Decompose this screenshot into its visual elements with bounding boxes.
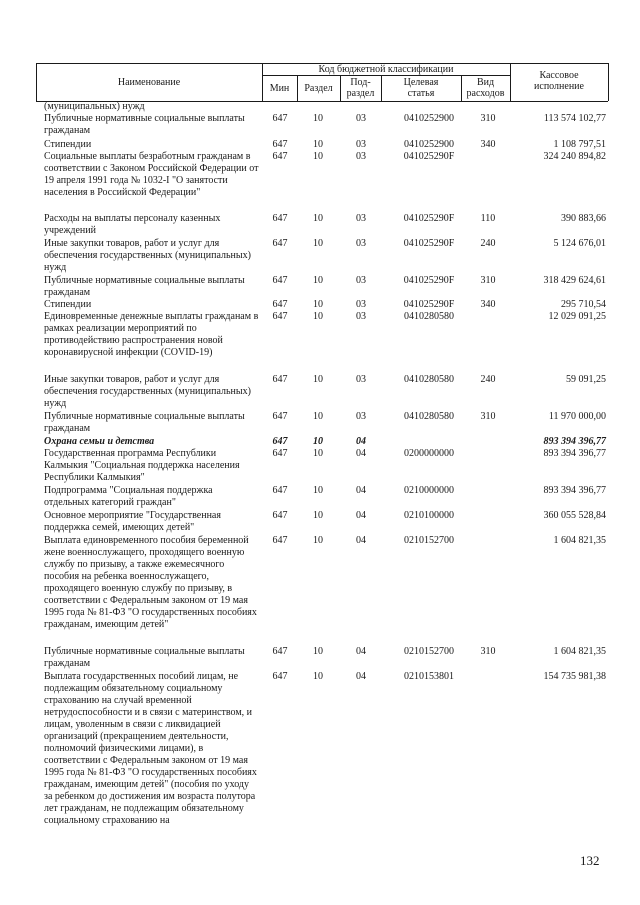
row-celevaya: 041025290F xyxy=(403,275,455,286)
row-name: Выплата государственных пособий лицам, не подлежащим обязательному социальному страхованию на случай временной нетрудоспособности и в связи с материнством, и лицам, уволенным в связи с ликвидацией организаций (прекращением деятельности, полномочий физическими лицами), в соответствии с Федеральным законом от 19 мая 1995 года № 81-ФЗ "О государственных пособиях гражданам, имеющим детей" (пособия по уходу за ребенком до достижения им возраста полутора лет гражданам, не подлежащим обязательному социальному страхованию на xyxy=(44,671,257,826)
row-celevaya: 0200000000 xyxy=(404,448,454,459)
row-cash: 1 604 821,35 xyxy=(553,535,606,546)
page-number: 132 xyxy=(580,853,600,868)
row-name: Иные закупки товаров, работ и услуг для обеспечения государственных (муниципальных) нужд xyxy=(44,374,251,409)
row-cash: 154 735 981,38 xyxy=(543,671,606,682)
row-name: Охрана семьи и детства xyxy=(44,436,155,447)
row-min: 647 xyxy=(272,151,288,162)
row-vid: 240 xyxy=(480,238,496,249)
row-podrazdel: 04 xyxy=(356,485,366,496)
row-razdel: 10 xyxy=(313,671,323,682)
row-podrazdel: 03 xyxy=(356,213,366,224)
row-celevaya: 041025290F xyxy=(403,299,455,310)
row-cash: 318 429 624,61 xyxy=(543,275,606,286)
row-name: Государственная программа Республики Калмыкия "Социальная поддержка населения Республики Калмыкия" xyxy=(44,448,240,483)
row-celevaya: 0210000000 xyxy=(404,485,454,496)
row-name: Публичные нормативные социальные выплаты гражданам xyxy=(44,411,245,434)
row-name: Стипендии xyxy=(44,139,92,150)
row-min: 647 xyxy=(272,436,288,447)
row-podrazdel: 03 xyxy=(356,238,366,249)
row-cash: 59 091,25 xyxy=(566,374,606,385)
row-cash: 5 124 676,01 xyxy=(553,238,606,249)
row-celevaya: 0410280580 xyxy=(404,311,454,322)
row-podrazdel: 04 xyxy=(356,448,366,459)
row-min: 647 xyxy=(272,275,288,286)
header-razdel: Раздел xyxy=(304,83,333,94)
row-name: Подпрограмма "Социальная поддержка отдельных категорий граждан" xyxy=(44,485,213,508)
row-name: Социальные выплаты безработным гражданам в соответствии с Законом Российской Федерации от 19 апреля 1991 года № 1032-I "О занятости населения в Российской Федерации" xyxy=(44,151,259,198)
row-celevaya: 041025290F xyxy=(403,213,455,224)
row-min: 647 xyxy=(272,374,288,385)
row-name: Единовременные денежные выплаты гражданам в рамках реализации мероприятий по противодействию распространения новой коронавирусной инфекции (COVID-19) xyxy=(44,311,259,358)
row-min: 647 xyxy=(272,671,288,682)
row-podrazdel: 03 xyxy=(356,299,366,310)
header-name: Наименование xyxy=(117,77,181,88)
row-razdel: 10 xyxy=(313,510,323,521)
row-name: Расходы на выплаты персоналу казенных учреждений xyxy=(44,213,221,236)
row-min: 647 xyxy=(272,113,288,124)
header-vline xyxy=(608,63,609,101)
row-vid: 310 xyxy=(480,646,496,657)
row-podrazdel: 03 xyxy=(356,275,366,286)
row-cash: 893 394 396,77 xyxy=(543,448,606,459)
header-budget-code: Код бюджетной классификации xyxy=(318,64,454,75)
row-vid: 340 xyxy=(480,299,496,310)
row-cash: 1 108 797,51 xyxy=(553,139,606,150)
row-podrazdel: 03 xyxy=(356,139,366,150)
row-podrazdel: 03 xyxy=(356,311,366,322)
row-cash: 11 970 000,00 xyxy=(548,411,606,422)
row-min: 647 xyxy=(272,646,288,657)
row-podrazdel: 03 xyxy=(356,151,366,162)
row-celevaya: 0210100000 xyxy=(404,510,454,521)
row-razdel: 10 xyxy=(313,411,323,422)
row-vid: 310 xyxy=(480,275,496,286)
row-celevaya: 041025290F xyxy=(403,238,455,249)
row-vid: 240 xyxy=(480,374,496,385)
row-celevaya: 0210153801 xyxy=(404,671,454,682)
row-vid: 310 xyxy=(480,411,496,422)
row-celevaya: 0210152700 xyxy=(404,646,454,657)
row-vid: 340 xyxy=(480,139,496,150)
row-min: 647 xyxy=(272,485,288,496)
row-cash: 295 710,54 xyxy=(561,299,606,310)
row-podrazdel: 03 xyxy=(356,374,366,385)
row-min: 647 xyxy=(272,535,288,546)
row-razdel: 10 xyxy=(313,485,323,496)
row-name: Публичные нормативные социальные выплаты гражданам xyxy=(44,275,245,298)
row-celevaya: 0410280580 xyxy=(404,411,454,422)
row-celevaya: 0410252900 xyxy=(404,113,454,124)
row-podrazdel: 03 xyxy=(356,113,366,124)
row-cash: 360 055 528,84 xyxy=(543,510,606,521)
row-razdel: 10 xyxy=(313,238,323,249)
row-vid: 310 xyxy=(480,113,496,124)
row-name: Основное мероприятие "Государственная поддержка семей, имеющих детей" xyxy=(44,510,221,533)
row-razdel: 10 xyxy=(313,436,323,447)
row-name: Выплата единовременного пособия беременной жене военнослужащего, проходящего военную службу по призыву, а также ежемесячного пособия на ребенка военнослужащего, проходящего военную службу по призыву, в соответствии с Федеральным законом от 19 мая 1995 года № 81-ФЗ "О государственных пособиях гражданам, имеющим детей" xyxy=(44,535,257,630)
row-razdel: 10 xyxy=(313,448,323,459)
row-podrazdel: 04 xyxy=(356,671,366,682)
row-min: 647 xyxy=(272,411,288,422)
row-min: 647 xyxy=(272,299,288,310)
header-vid: Вид расходов xyxy=(466,77,505,99)
row-min: 647 xyxy=(272,213,288,224)
row-razdel: 10 xyxy=(313,535,323,546)
row-cash: 324 240 894,82 xyxy=(543,151,606,162)
header-cash: Кассовое исполнение xyxy=(534,70,584,92)
row-min: 647 xyxy=(272,311,288,322)
row-razdel: 10 xyxy=(313,113,323,124)
row-name: Публичные нормативные социальные выплаты гражданам xyxy=(44,646,245,669)
row-podrazdel: 03 xyxy=(356,411,366,422)
row-razdel: 10 xyxy=(313,151,323,162)
row-cash: 893 394 396,77 xyxy=(543,436,606,447)
row-cash: 893 394 396,77 xyxy=(543,485,606,496)
row-celevaya: 0410280580 xyxy=(404,374,454,385)
row-name: Публичные нормативные социальные выплаты гражданам xyxy=(44,113,245,136)
row-name: Иные закупки товаров, работ и услуг для обеспечения государственных (муниципальных) нужд xyxy=(44,238,251,273)
row-podrazdel: 04 xyxy=(356,535,366,546)
row-cash: 1 604 821,35 xyxy=(553,646,606,657)
header-mid-rule xyxy=(262,75,510,76)
row-cash: 390 883,66 xyxy=(561,213,606,224)
row-cash: 113 574 102,77 xyxy=(543,113,606,124)
header-celevaya: Целевая статья xyxy=(403,77,439,99)
row-podrazdel: 04 xyxy=(356,510,366,521)
row-min: 647 xyxy=(272,510,288,521)
row-min: 647 xyxy=(272,139,288,150)
row-razdel: 10 xyxy=(313,275,323,286)
row-razdel: 10 xyxy=(313,646,323,657)
row-min: 647 xyxy=(272,448,288,459)
row-podrazdel: 04 xyxy=(356,646,366,657)
row-podrazdel: 04 xyxy=(356,436,366,447)
row-vid: 110 xyxy=(480,213,496,224)
row-razdel: 10 xyxy=(313,374,323,385)
row-razdel: 10 xyxy=(313,213,323,224)
row-razdel: 10 xyxy=(313,139,323,150)
row-name: Стипендии xyxy=(44,299,92,310)
row-razdel: 10 xyxy=(313,299,323,310)
row-celevaya: 0210152700 xyxy=(404,535,454,546)
row-name: (муниципальных) нужд xyxy=(44,101,145,112)
row-celevaya: 041025290F xyxy=(403,151,455,162)
row-min: 647 xyxy=(272,238,288,249)
row-cash: 12 029 091,25 xyxy=(548,311,606,322)
header-podrazdel: Под- раздел xyxy=(346,77,375,99)
header-min: Мин xyxy=(269,83,290,94)
row-razdel: 10 xyxy=(313,311,323,322)
row-celevaya: 0410252900 xyxy=(404,139,454,150)
